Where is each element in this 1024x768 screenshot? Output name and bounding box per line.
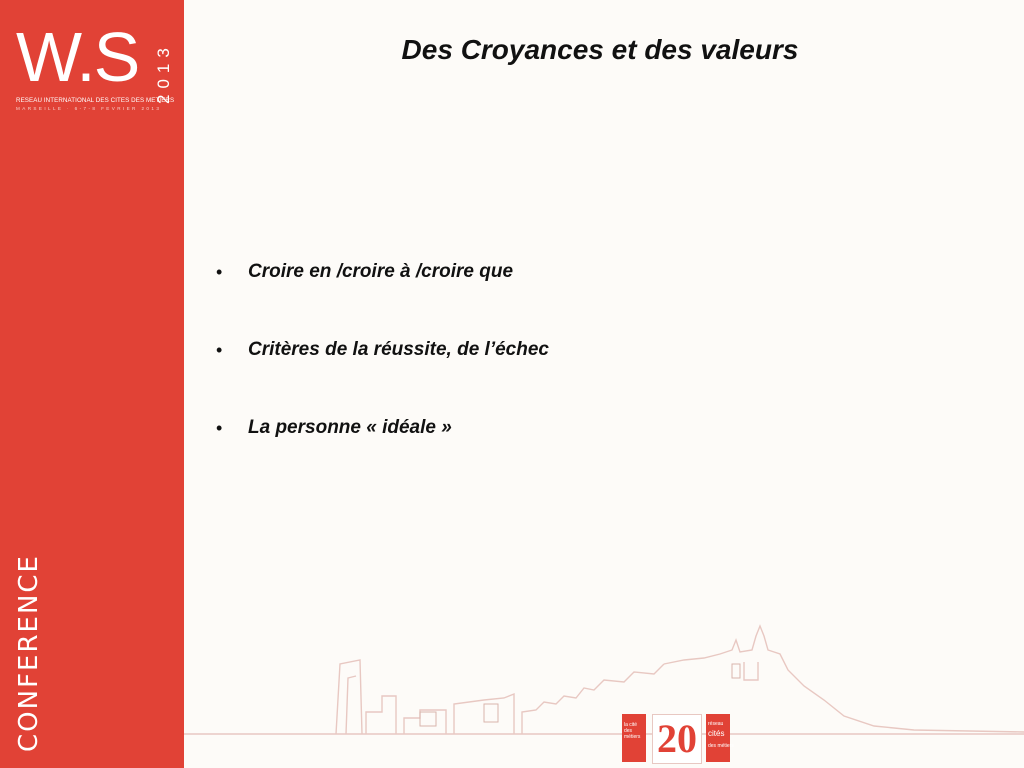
- logo-place-date: MARSEILLE · 6-7-8 FEVRIER 2013: [16, 106, 162, 111]
- ws-2013-logo: [14, 18, 174, 122]
- bullet-text: Critères de la réussite, de l’échec: [248, 339, 549, 360]
- city-skyline-illustration: [184, 600, 1024, 768]
- badge-right-line3: des métiers: [708, 743, 734, 749]
- logo-ws-text: W.S: [16, 18, 139, 96]
- bullet-text: La personne « idéale »: [248, 417, 452, 438]
- bullet-item: [216, 336, 916, 414]
- anniversary-20-badge: [652, 714, 702, 764]
- badge-right-line2: cités: [708, 729, 725, 738]
- cite-des-metiers-badge: [622, 714, 646, 762]
- badge-left-text: la cité des métiers: [624, 722, 641, 740]
- bullet-icon: •: [216, 340, 223, 360]
- anniversary-number: 20: [657, 716, 697, 761]
- bullet-item: [216, 258, 916, 336]
- badge-right-line1: réseau: [708, 721, 724, 727]
- bullet-list: [216, 258, 916, 492]
- reseau-cites-badge: [706, 714, 734, 762]
- slide-title: Des Croyances et des valeurs: [401, 34, 799, 65]
- conference-label: CONFERENCE: [14, 554, 44, 752]
- red-sidebar: [0, 0, 184, 768]
- logo-subtitle: RESEAU INTERNATIONAL DES CITES DES METIERS: [16, 97, 175, 104]
- bullet-text: Croire en /croire à /croire que: [248, 261, 514, 282]
- bullet-icon: •: [216, 262, 223, 282]
- logo-year: 2013: [154, 42, 173, 104]
- bullet-icon: •: [216, 418, 223, 438]
- bullet-item: [216, 414, 916, 492]
